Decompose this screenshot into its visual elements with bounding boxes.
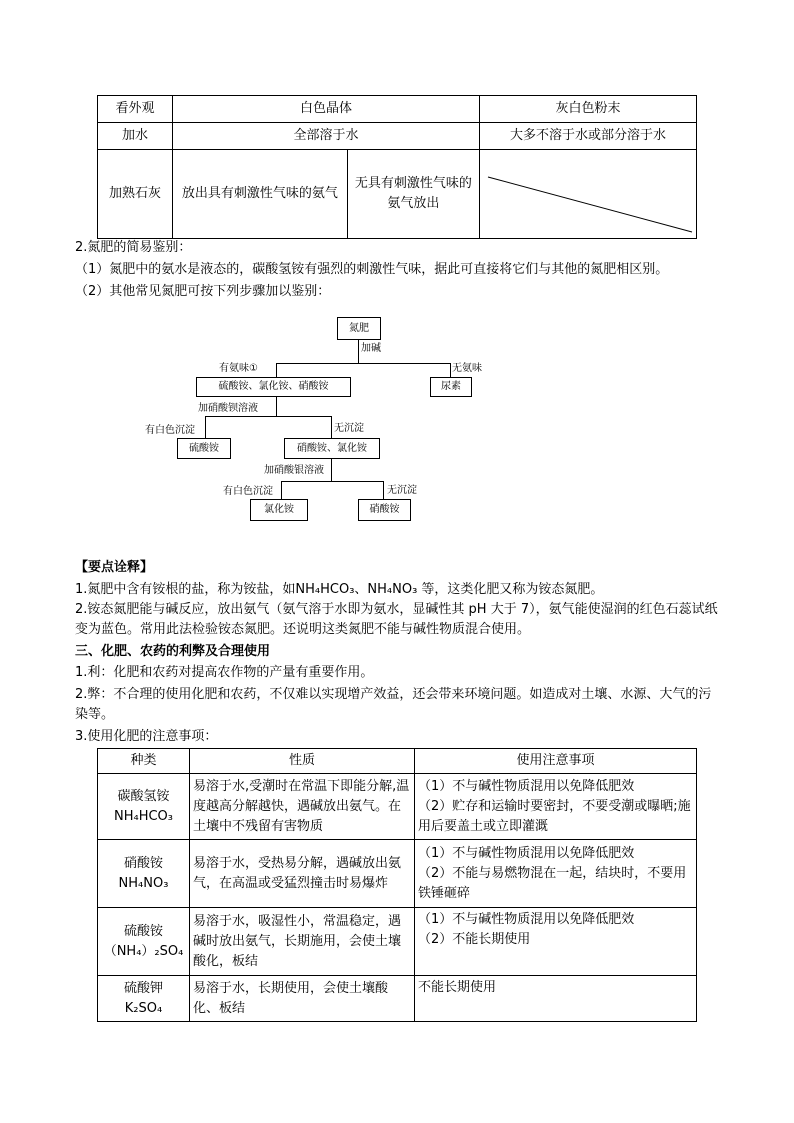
- flow-box-ammonium-chloride: 氯化铵: [250, 499, 308, 521]
- fertilizer-name: 硫酸钾: [123, 980, 163, 996]
- table-cell: 全部溶于水: [173, 123, 480, 150]
- usage-note: （2）不能长期使用: [418, 932, 531, 947]
- table-row: [98, 123, 697, 150]
- table-cell: 加水: [98, 123, 173, 150]
- flow-label: 无沉淀: [334, 423, 364, 434]
- table-cell: 白色晶体: [173, 96, 480, 123]
- table-cell: [415, 840, 697, 908]
- fertilizer-usage-table: [97, 748, 697, 1022]
- connector: [205, 416, 206, 438]
- table-header-row: [98, 749, 697, 774]
- paragraph: 1.利：化肥和农药对提高农作物的产量有重要作用。: [75, 665, 374, 680]
- connector: [205, 416, 331, 417]
- flow-box-nitrogen-fertilizer: 氮肥: [337, 317, 381, 340]
- flow-label: 有氨味①: [219, 363, 258, 374]
- table-cell: 看外观: [98, 96, 173, 123]
- flow-label: 加硝酸钡溶液: [198, 403, 258, 414]
- table-row: [98, 96, 697, 123]
- flow-label: 加硝酸银溶液: [264, 465, 324, 476]
- usage-note: （2）贮存和运输时要密封，不要受潮或曝晒;施用后要盖土或立即灌溉: [418, 798, 691, 834]
- fertilizer-formula: NH₄NO₃: [118, 875, 169, 891]
- table-cell: 大多不溶于水或部分溶于水: [480, 123, 697, 150]
- fertilizer-formula: NH₄HCO₃: [113, 808, 173, 824]
- connector: [276, 363, 277, 377]
- connector: [331, 459, 332, 481]
- paragraph: 1.氮肥中含有铵根的盐，称为铵盐，如NH₄HCO₃、NH₄NO₃ 等，这类化肥又称为铵态氮肥。: [75, 582, 604, 597]
- flow-box-three-salts: 硫酸铵、氯化铵、硝酸铵: [196, 377, 351, 397]
- table-header-cell: 使用注意事项: [415, 749, 697, 774]
- flow-label: 无沉淀: [387, 485, 417, 496]
- paragraph: （2）其他常见氮肥可按下列步骤加以鉴别：: [75, 284, 331, 299]
- usage-note: （1）不与碱性物质混用以免降低肥效: [418, 778, 635, 794]
- key-points-heading: 【要点诠释】: [75, 560, 154, 575]
- table-cell-empty: [480, 150, 697, 239]
- usage-note: 不能长期使用: [418, 980, 497, 995]
- table-cell: 放出具有刺激性气味的氨气: [173, 150, 348, 239]
- connector: [281, 481, 383, 482]
- paragraph: 2.弊：不合理的使用化肥和农药，不仅难以实现增产效益，还会带来环境问题。如造成对土壤、水源、大气的污染等。: [75, 687, 712, 722]
- flow-box-ammonium-sulfate: 硫酸铵: [177, 438, 231, 459]
- table-cell: 灰白色粉末: [480, 96, 697, 123]
- connector: [276, 363, 450, 364]
- fertilizer-name: 碳酸氢铵: [117, 788, 170, 804]
- table-cell: 无具有刺激性气味的氨气放出: [347, 150, 479, 239]
- diagonal-slash: [480, 152, 696, 236]
- nitrogen-fertilizer-comparison-table: [97, 95, 697, 239]
- fertilizer-name: 硝酸铵: [123, 855, 163, 871]
- paragraph: 2.铵态氮肥能与碱反应，放出氨气（氨气溶于水即为氨水，显碱性其 pH 大于 7），氨气能使湿润的红色石蕊试纸变为蓝色。常用此法检验铵态氮肥。还说明这类氮肥不能与碱性物质混合使用。: [75, 602, 718, 637]
- table-row: [98, 150, 697, 239]
- table-cell: [415, 774, 697, 840]
- table-cell: [98, 976, 190, 1022]
- table-header-cell: 性质: [190, 749, 415, 774]
- section-heading: 三、化肥、农药的利弊及合理使用: [75, 644, 271, 659]
- usage-note: （1）不与碱性物质混用以免降低肥效: [418, 845, 635, 861]
- flow-label: 加碱: [361, 343, 381, 354]
- connector: [450, 363, 451, 377]
- usage-note: （2）不能与易燃物混在一起，结块时，不要用铁锤砸碎: [418, 865, 687, 901]
- table-cell: [415, 908, 697, 976]
- table-row: [98, 908, 697, 976]
- table-cell: [98, 774, 190, 840]
- table-cell: 易溶于水,受潮时在常温下即能分解,温度越高分解越快，遇碱放出氨气。在土壤中不残留有害物质: [190, 774, 415, 840]
- fertilizer-formula: （NH₄）₂SO₄: [103, 943, 184, 959]
- table-cell: [98, 840, 190, 908]
- connector: [281, 481, 282, 499]
- connector: [276, 397, 277, 416]
- flow-box-urea: 尿素: [430, 377, 472, 397]
- flow-label: 有白色沉淀: [223, 486, 273, 497]
- table-cell: 加熟石灰: [98, 150, 173, 239]
- flow-box-nitrate-chloride: 硝酸铵、氯化铵: [284, 438, 380, 459]
- table-header-cell: 种类: [98, 749, 190, 774]
- paragraph: 3.使用化肥的注意事项：: [75, 729, 218, 744]
- flow-label: 有白色沉淀: [145, 425, 195, 436]
- connector: [383, 481, 384, 499]
- table-row: [98, 976, 697, 1022]
- table-row: [98, 774, 697, 840]
- table-cell: 易溶于水，吸湿性小，常温稳定，遇碱时放出氨气，长期施用，会使土壤酸化，板结: [190, 908, 415, 976]
- table-row: [98, 840, 697, 908]
- usage-note: （1）不与碱性物质混用以免降低肥效: [418, 912, 635, 927]
- fertilizer-formula: K₂SO₄: [124, 1000, 163, 1016]
- table-cell: 易溶于水，受热易分解，遇碱放出氨气，在高温或受猛烈撞击时易爆炸: [190, 840, 415, 908]
- paragraph: （1）氮肥中的氨水是液态的，碳酸氢铵有强烈的刺激性气味，据此可直接将它们与其他的氮肥相区别。: [75, 262, 669, 277]
- section-heading: 2.氮肥的简易鉴别：: [75, 240, 192, 255]
- table-cell: [98, 908, 190, 976]
- connector: [331, 416, 332, 438]
- table-cell: 易溶于水，长期使用，会使土壤酸化、板结: [190, 976, 415, 1022]
- connector: [358, 340, 359, 363]
- flow-box-ammonium-nitrate: 硝酸铵: [358, 499, 411, 521]
- flow-label: 无氨味: [452, 363, 482, 374]
- table-cell: [415, 976, 697, 1022]
- fertilizer-name: 硫酸铵: [123, 923, 163, 939]
